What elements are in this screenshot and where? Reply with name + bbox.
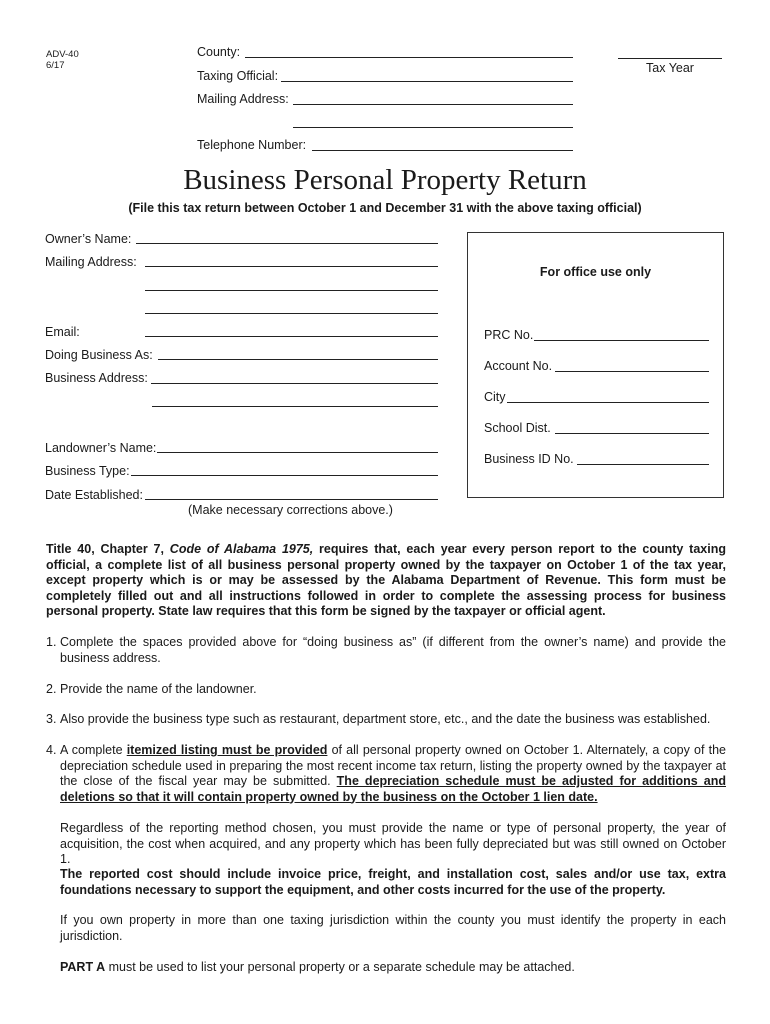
tax-year-field[interactable] <box>618 58 722 59</box>
telephone-label: Telephone Number: <box>197 138 307 152</box>
account-no-field[interactable] <box>555 371 709 372</box>
item-number: 3. <box>46 712 57 726</box>
city-field[interactable] <box>507 402 709 403</box>
item-text: Provide the name of the landowner. <box>60 682 257 696</box>
regardless-paragraph: Regardless of the reporting method chosen, you must provide the name or type of personal property, the year of acquisition, the cost when acquired, and any property which has been fully depreciated but was still owned on October 1. <box>60 821 726 866</box>
part-a-text: must be used to list your personal property or a separate schedule may be attached. <box>105 960 575 974</box>
owner-mailing-address-field-2[interactable] <box>145 290 438 291</box>
date-established-field[interactable] <box>145 499 438 500</box>
depreciation-schedule-emphasis: The depreciation schedule must be adjusted for additions and deletions so that it will contain property owned by the business on the October 1 lien date. <box>60 774 726 804</box>
school-dist-field[interactable] <box>555 433 709 434</box>
prc-no-label: PRC No. <box>484 328 534 342</box>
item-text: Complete the spaces provided above for “doing business as” (if different from the owner’s name) and provide the business address. <box>60 635 726 665</box>
itemized-listing-emphasis: itemized listing must be provided <box>126 743 328 757</box>
code-citation: Code of Alabama 1975, <box>169 542 314 556</box>
jurisdiction-paragraph: If you own property in more than one taxing jurisdiction within the county you must identify the property in each jurisdiction. <box>60 913 726 943</box>
owners-name-field[interactable] <box>136 243 438 244</box>
part-a-label: PART A <box>60 960 106 974</box>
account-no-label: Account No. <box>484 359 553 373</box>
page-title: Business Personal Property Return <box>183 164 587 196</box>
form-revision-date: 6/17 <box>46 60 65 71</box>
doing-business-as-label: Doing Business As: <box>45 348 153 362</box>
business-type-label: Business Type: <box>45 464 130 478</box>
instruction-item-1 <box>46 635 726 666</box>
county-field[interactable] <box>245 57 573 58</box>
form-number: ADV-40 <box>46 49 79 60</box>
taxing-official-label: Taxing Official: <box>197 69 279 83</box>
business-id-no-field[interactable] <box>577 464 709 465</box>
instruction-item-4 <box>46 743 726 805</box>
instruction-item-2 <box>46 682 726 698</box>
landowners-name-label: Landowner’s Name: <box>45 441 157 455</box>
prc-no-field[interactable] <box>534 340 709 341</box>
email-field[interactable] <box>145 336 438 337</box>
owner-mailing-address-field-3[interactable] <box>145 313 438 314</box>
item-number: 2. <box>46 682 57 696</box>
item4-text-a: A complete <box>60 743 127 757</box>
part-a-paragraph <box>46 960 726 976</box>
item-text: Also provide the business type such as restaurant, department store, etc., and the date the business was established. <box>60 712 711 726</box>
date-established-label: Date Established: <box>45 488 143 502</box>
instruction-item-3 <box>46 712 726 728</box>
header-mailing-address-field-2[interactable] <box>293 127 573 128</box>
intro-text-a: Title 40, Chapter 7, <box>46 542 170 556</box>
item-number: 4. <box>46 743 57 757</box>
business-address-field[interactable] <box>151 383 438 384</box>
city-label: City <box>484 390 506 404</box>
item-number: 1. <box>46 635 57 649</box>
item4-text-c: of all personal property owned on October 1. Alternately, a copy of the depreciation schedule used in preparing the most recent income tax return, listing the property owned by the taxpayer at the close of the fiscal year may be submitted. <box>60 743 726 788</box>
email-label: Email: <box>45 325 80 339</box>
reported-cost-paragraph: The reported cost should include invoice price, freight, and installation cost, sales and/or use tax, extra foundations necessary to support the equipment, and other costs incurred for the use of the property. <box>60 867 726 897</box>
intro-text-b: requires that, each year every person report to the county taxing official, a complete list of all business personal property owned by the taxpayer on October 1 of the tax year, except property which is or may be assessed by the Alabama Department of Revenue. This form must be completely filled out and all instructions followed in order to complete the assessing process for business personal property. State law requires that this form be signed by the taxpayer or official agent. <box>46 542 726 618</box>
page-subtitle: (File this tax return between October 1 and December 31 with the above taxing official) <box>128 201 642 215</box>
form-code <box>46 49 79 71</box>
business-type-field[interactable] <box>131 475 438 476</box>
header-mailing-address-label: Mailing Address: <box>197 92 289 106</box>
landowners-name-field[interactable] <box>157 452 438 453</box>
taxing-official-field[interactable] <box>281 81 573 82</box>
business-address-label: Business Address: <box>45 371 148 385</box>
corrections-note: (Make necessary corrections above.) <box>188 503 393 517</box>
telephone-field[interactable] <box>312 150 573 151</box>
county-label: County: <box>197 45 241 59</box>
office-use-title: For office use only <box>539 265 652 279</box>
school-dist-label: School Dist. <box>484 421 551 435</box>
owners-name-label: Owner’s Name: <box>45 232 132 246</box>
doing-business-as-field[interactable] <box>158 359 438 360</box>
header-mailing-address-field[interactable] <box>293 104 573 105</box>
tax-year-label: Tax Year <box>646 61 694 75</box>
business-id-no-label: Business ID No. <box>484 452 574 466</box>
item-text <box>46 743 726 805</box>
owner-mailing-address-label: Mailing Address: <box>45 255 137 269</box>
owner-mailing-address-field[interactable] <box>145 266 438 267</box>
intro-paragraph <box>46 542 726 620</box>
business-address-field-2[interactable] <box>152 406 438 407</box>
